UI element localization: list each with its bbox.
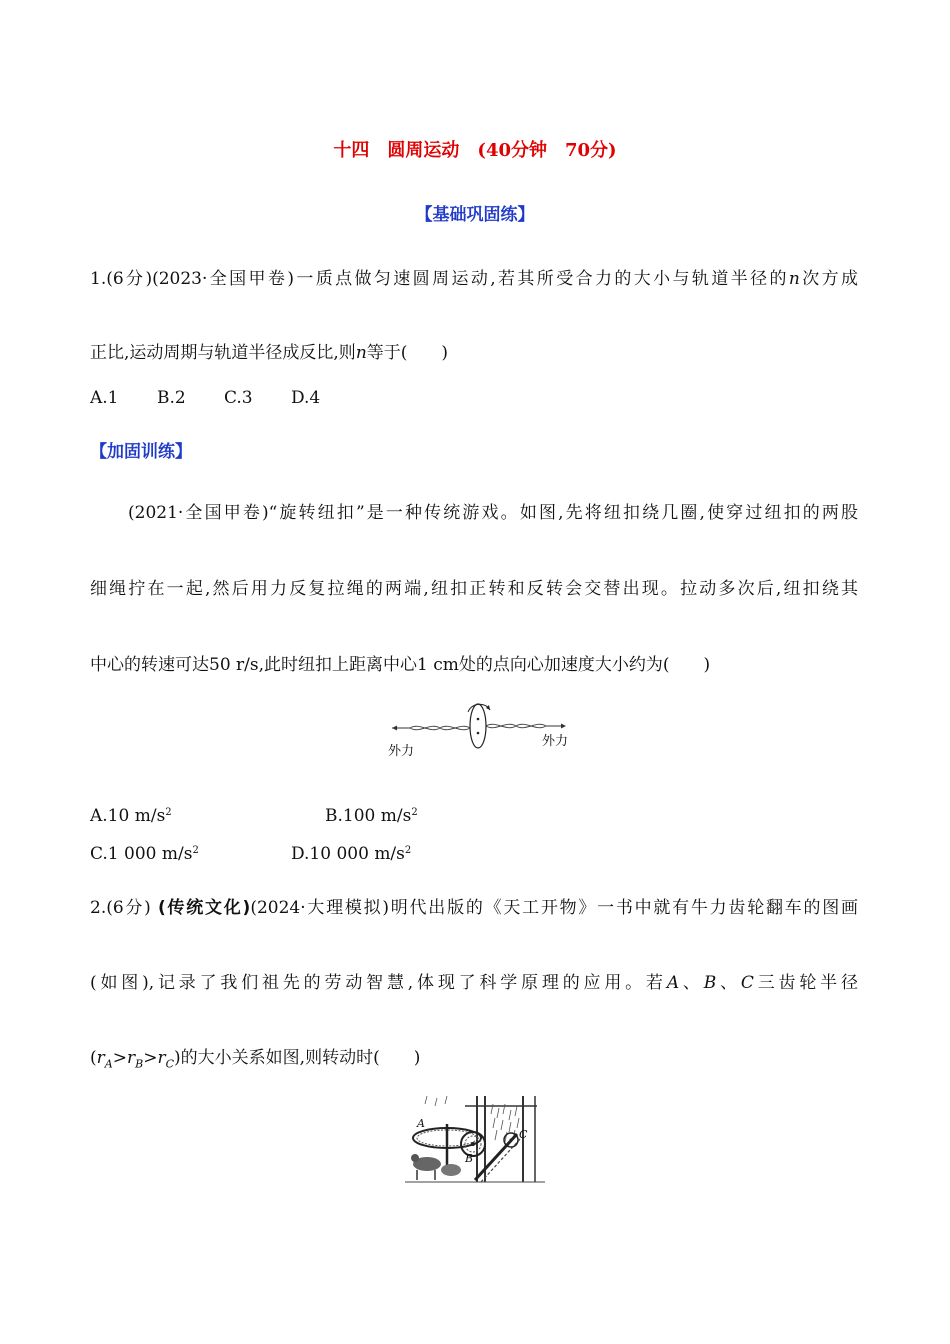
figure-right-force-label: 外力 — [542, 734, 569, 749]
figure-left-force-label: 外力 — [388, 744, 415, 759]
reinforce-option-d-sup: 2 — [404, 845, 412, 856]
q2-gt-1: > — [112, 1048, 127, 1068]
q1-line1-suffix: 次方成 — [799, 269, 858, 289]
q2-line3-open: ( — [90, 1048, 97, 1068]
q1-line1-prefix: 1.(6分)(2023·全国甲卷)一质点做匀速圆周运动,若其所受合力的大小与轨道半径的 — [90, 269, 789, 289]
reinforce-option-a[interactable] — [90, 806, 172, 826]
q2-sub-b: B — [135, 1057, 144, 1071]
gear-label-a: A — [417, 1117, 425, 1130]
q2-line2-prefix: (如图),记录了我们祖先的劳动智慧,体现了科学原理的应用。若 — [90, 973, 667, 993]
q2-line2 — [90, 968, 858, 993]
reinforce-option-a-text: A.10 m/s — [90, 806, 166, 826]
q1-line2-suffix: 等于( ) — [366, 343, 449, 363]
reinforce-option-c[interactable] — [90, 844, 199, 864]
q2-line1 — [90, 893, 858, 918]
reinforce-line1: (2021·全国甲卷)“旋转纽扣”是一种传统游戏。如图,先将纽扣绕几圈,使穿过纽扣的两股 — [128, 503, 858, 523]
reinforce-option-a-sup: 2 — [165, 807, 172, 818]
q2-var-c: C — [740, 973, 754, 993]
q2-line2-suffix: 三齿轮半径 — [753, 973, 859, 993]
q1-option-b[interactable]: B.2 — [157, 388, 186, 408]
gear-waterwheel-figure — [405, 1094, 545, 1186]
q2-var-b: B — [703, 973, 717, 993]
q1-option-c[interactable]: C.3 — [224, 388, 253, 408]
q2-sub-a: A — [104, 1057, 113, 1071]
q1-options — [90, 388, 320, 408]
q1-var-n: n — [788, 269, 800, 289]
q2-line3-suffix: )的大小关系如图,则转动时( ) — [174, 1048, 421, 1068]
spinning-button-figure — [380, 696, 580, 760]
page-title: 十四 圆周运动 (40分钟 70分) — [333, 140, 617, 161]
q1-option-d[interactable]: D.4 — [291, 388, 321, 408]
q2-r-c: r — [157, 1048, 166, 1068]
q2-r-a: r — [96, 1048, 105, 1068]
reinforce-option-c-sup: 2 — [192, 845, 199, 856]
q2-var-a: A — [666, 973, 680, 993]
q2-line3 — [90, 1043, 420, 1070]
q2-line1-suffix: (2024·大理模拟)明代出版的《天工开物》一书中就有牛力齿轮翻车的图画 — [250, 898, 858, 918]
reinforce-option-d-text: D.10 000 m/s — [291, 844, 405, 864]
q2-sub-c: C — [165, 1057, 175, 1071]
section-reinforce: 【加固训练】 — [90, 442, 192, 462]
q2-line1-prefix: 2.(6分) — [90, 898, 158, 918]
q2-sep2: 、 — [716, 973, 741, 993]
reinforce-option-b[interactable] — [325, 806, 418, 826]
reinforce-option-b-sup: 2 — [411, 807, 418, 818]
q1-option-a[interactable]: A.1 — [90, 388, 119, 408]
gear-label-c: C — [519, 1128, 528, 1141]
section-basic: 【基础巩固练】 — [415, 205, 535, 225]
q1-var-n-2: n — [355, 343, 367, 363]
q2-r-b: r — [126, 1048, 136, 1068]
q1-line1 — [90, 264, 858, 289]
q2-gt-2: > — [143, 1048, 158, 1068]
reinforce-line2: 细绳拧在一起,然后用力反复拉绳的两端,纽扣正转和反转会交替出现。拉动多次后,纽扣绕其 — [90, 579, 858, 599]
reinforce-option-d[interactable] — [291, 844, 411, 864]
q2-sep1: 、 — [679, 973, 704, 993]
reinforce-option-c-text: C.1 000 m/s — [90, 844, 193, 864]
q2-tag: (传统文化) — [157, 898, 251, 918]
q1-line2-prefix: 正比,运动周期与轨道半径成反比,则 — [90, 343, 356, 363]
reinforce-option-b-text: B.100 m/s — [325, 806, 412, 826]
reinforce-line3: 中心的转速可达50 r/s,此时纽扣上距离中心1 cm处的点向心加速度大小约为( ) — [90, 655, 711, 675]
gear-label-b: B — [465, 1152, 474, 1165]
q1-line2 — [90, 338, 448, 363]
